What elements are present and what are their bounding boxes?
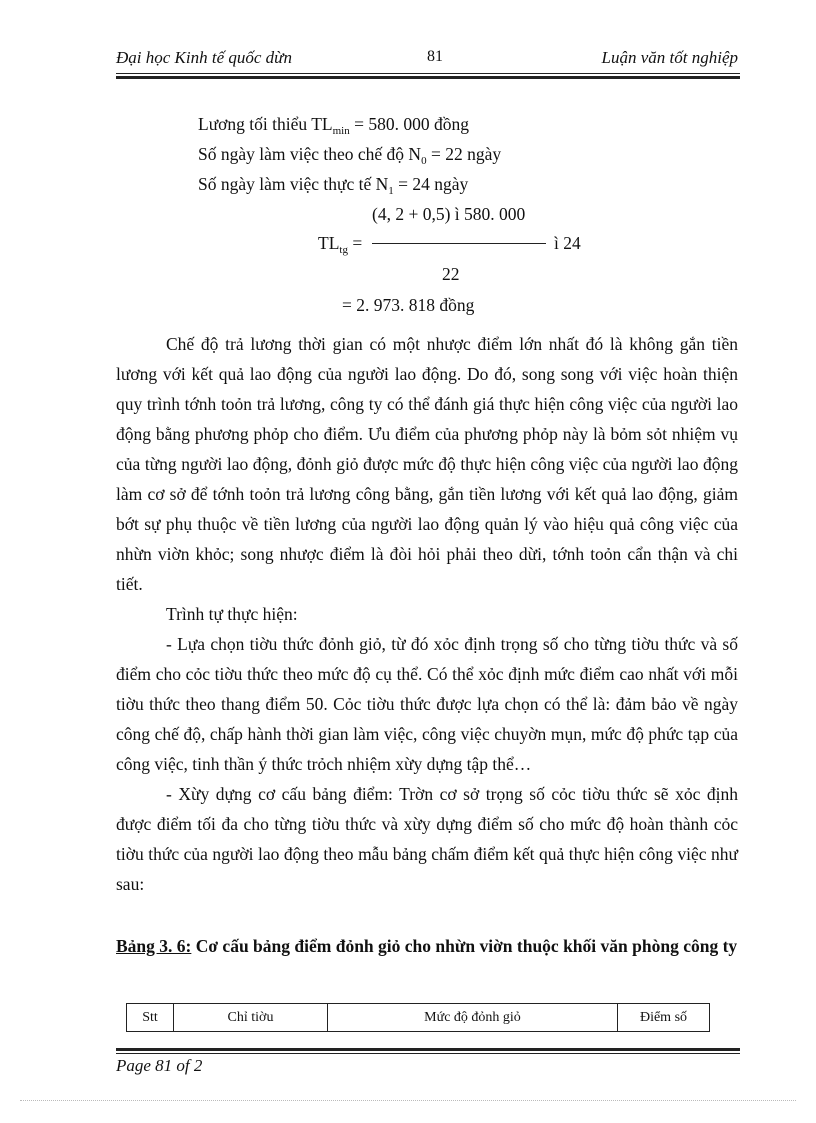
formula-lhs: $TL_{tg}$ =	[318, 233, 363, 256]
paragraph-score-structure: - Xừy dựng cơ cấu bảng điểm: Trờn cơ sở trọng số cỏc tiờu thức sẽ xỏc định được điểm tối đa cho từng tiờu thức và xừy dựng điểm số cho mức độ hoàn thành cỏc tiờu thức của người lao động theo mẫu bảng chấm điểm kết quả thực hiện công việc như sau:	[116, 784, 738, 894]
col-evaluation-level: Mức độ đỏnh giỏ	[328, 1004, 618, 1032]
table-caption	[116, 931, 738, 962]
table-header-row	[127, 1004, 710, 1032]
paragraph-procedure-heading: Trình tự thực hiện:	[166, 604, 298, 624]
header-university: Đại học Kinh tế quốc dừn	[116, 48, 292, 67]
footer-rule-thin	[116, 1053, 740, 1054]
formula-multiplier: ì 24	[554, 233, 581, 253]
formula-numerator: (4, 2 + 0,5) ì 580. 000	[372, 204, 526, 224]
formula-actual-days: Số ngày làm việc thực tế $N_1 = 24$ ngày	[198, 174, 469, 197]
formula-min-wage: Lương tối thiểu $TL_{min} = 580$. 000 đồng	[198, 114, 469, 137]
evaluation-table	[126, 1003, 710, 1032]
header-page-number: 81	[427, 48, 443, 65]
fraction-bar	[372, 243, 546, 244]
page-header	[116, 48, 738, 74]
formula-standard-days: Số ngày làm việc theo chế độ $N_0 = 22$ ngày	[198, 144, 502, 167]
body-text	[116, 329, 738, 899]
paragraph-drawback: Chế độ trả lương thời gian có một nhược điểm lớn nhất đó là không gắn tiền lương với kết quả lao động của người lao động. Do đó, song song với việc hoàn thiện quy trình tớnh toỏn trả lương, công ty có thể đánh giá thực hiện công việc của người lao động bằng phương phỏp cho điểm. Ưu điểm của phương phỏp này là bỏm sỏt nhiệm vụ của từng người lao động, đỏnh giỏ được mức độ thực hiện công việc của người lao động làm cơ sở để tớnh toỏn trả lương công bằng, gắn tiền lương với kết quả lao động, giảm bớt sự phụ thuộc về tiền lương của người lao động quản lý vào hiệu quả công việc của nhừn viờn khỏc; song nhược điểm là đòi hỏi phải theo dừi, tớnh toỏn cẩn thận và chi tiết.	[116, 334, 738, 594]
header-rule-thin	[116, 73, 740, 74]
page-break-line	[20, 1100, 796, 1101]
caption-label: Bảng 3. 6:	[116, 936, 192, 956]
paragraph-criteria: - Lựa chọn tiờu thức đỏnh giỏ, từ đó xỏc định trọng số cho từng tiờu thức và số điểm cho cỏc tiờu thức theo mức độ cụ thể. Có thể xỏc định mức điểm cao nhất với mỗi tiờu thức theo thang điểm 50. Cỏc tiờu thức được lựa chọn có thể là: đảm bảo về ngày công chế độ, chấp hành thời gian làm việc, công việc chuyờn mụn, mức độ phức tạp của công việc, tinh thần ý thức trỏch nhiệm xừy dựng tập thể…	[116, 634, 738, 774]
col-criteria: Chỉ tiờu	[174, 1004, 328, 1032]
col-score: Điểm số	[618, 1004, 710, 1032]
formula-result: = 2. 973. 818 đồng	[342, 295, 475, 315]
formula-denominator: 22	[442, 264, 460, 284]
footer-rule-thick	[116, 1048, 740, 1051]
caption-text: Cơ cấu bảng điểm đỏnh giỏ cho nhừn viờn thuộc khối văn phòng công ty	[191, 936, 738, 956]
col-stt: Stt	[127, 1004, 174, 1032]
header-thesis-title: Luận văn tốt nghiệp	[601, 48, 738, 67]
page-footer: Page 81 of 2	[116, 1056, 203, 1075]
header-rule-thick	[116, 76, 740, 79]
